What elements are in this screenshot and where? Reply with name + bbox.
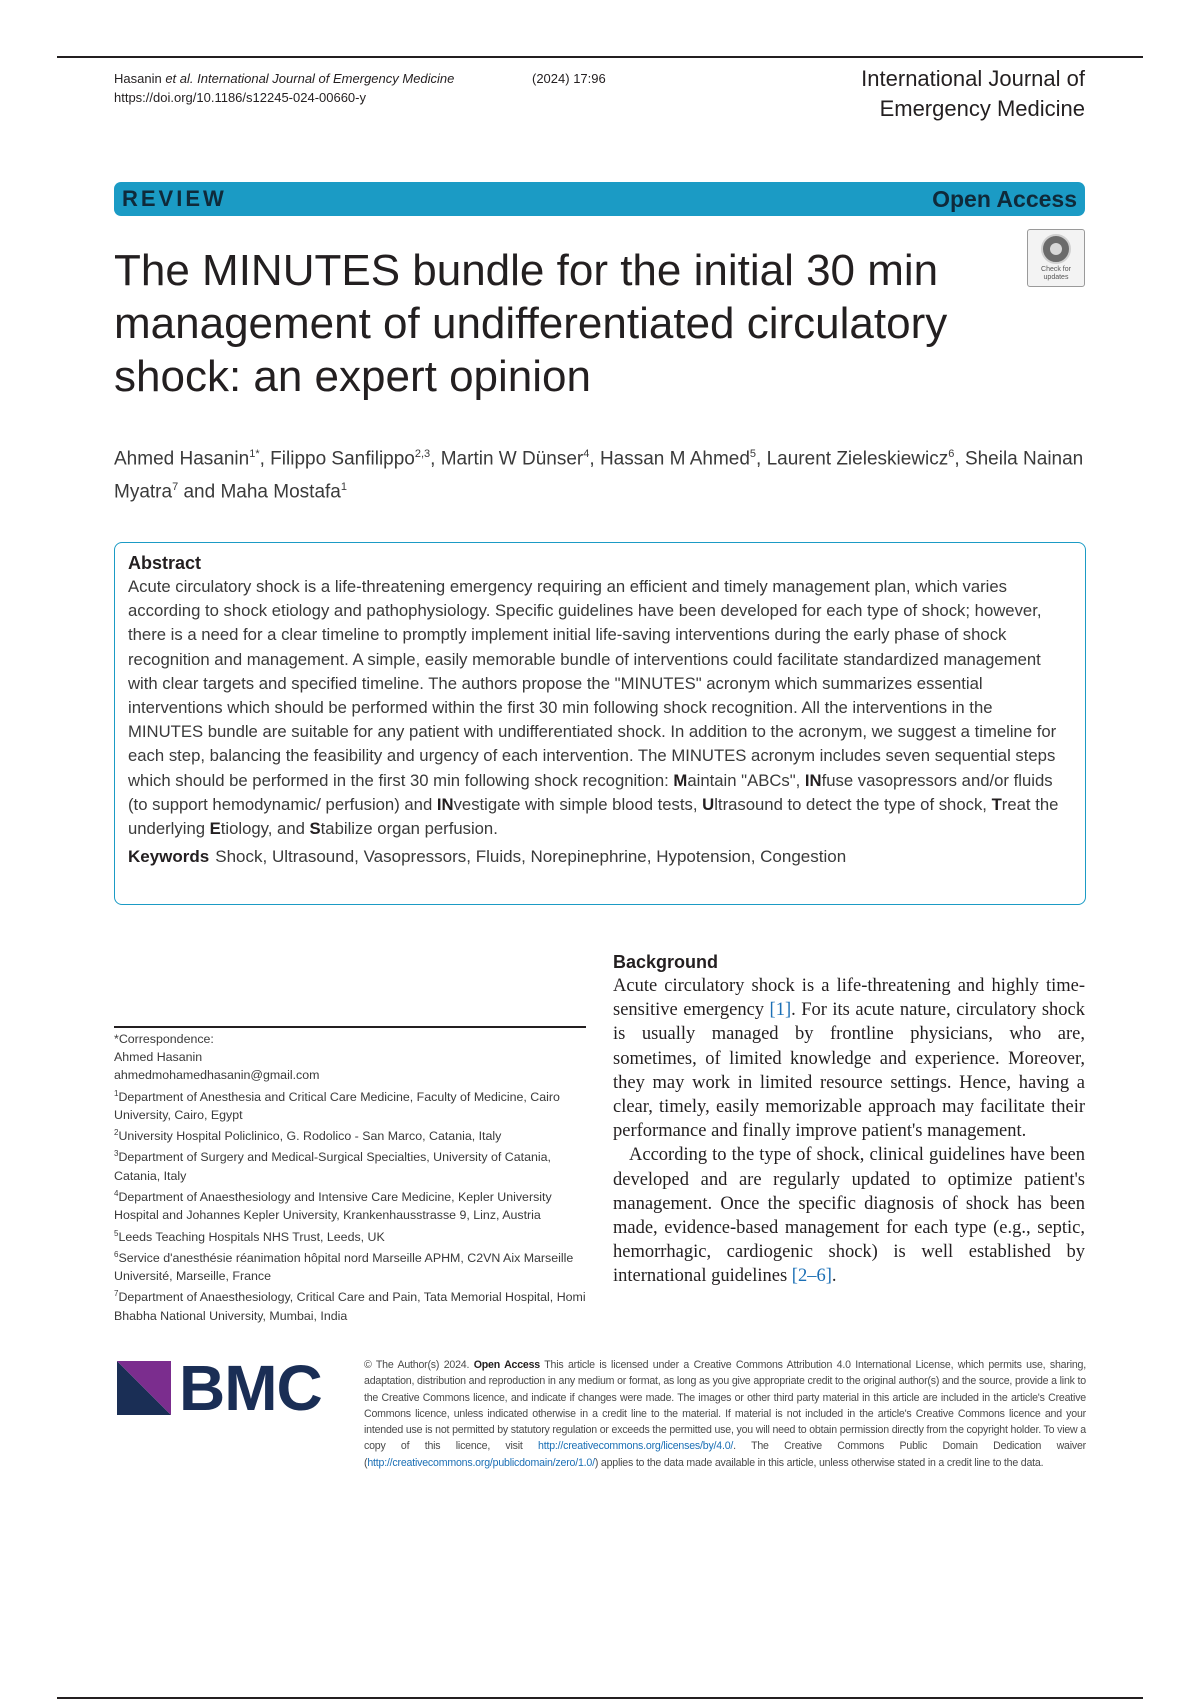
check-for-updates-button[interactable]	[1027, 229, 1085, 287]
p1-text-b: . For its acute nature, circulatory shock is usually managed by frontline physicians, who are, sometimes, of limited knowledge and experience. Moreover, they may work in limited resource settings. Hence, having a clear, timely, easily memorizable approach may facilitate their performance and finally improve patient's management.	[613, 1000, 1085, 1142]
public-domain-link[interactable]: http://creativecommons.org/publicdomain/zero/1.0/	[367, 1456, 595, 1469]
top-rule	[57, 56, 1143, 58]
journal-name	[861, 64, 1085, 124]
affiliation-item	[114, 1185, 589, 1225]
author-affiliation-marker: 4	[583, 448, 590, 460]
article-title: The MINUTES bundle for the initial 30 min management of undifferentiated circulatory shock: an expert opinion	[114, 246, 948, 401]
affiliation-number: 7	[114, 1289, 119, 1299]
license-text-c: ) applies to the data made available in this article, unless otherwise stated in a credit line to the data.	[594, 1456, 1044, 1469]
acronym-step-text: tiology, and	[220, 819, 310, 839]
keywords	[128, 844, 1072, 870]
author-affiliation-marker: 1	[340, 481, 347, 494]
correspondence-rule	[114, 1026, 586, 1028]
journal-name-line2: Emergency Medicine	[879, 96, 1085, 121]
author-affiliation-marker: 5	[749, 448, 757, 460]
affiliation-item	[114, 1246, 589, 1286]
author-name: Filippo Sanfilippo	[270, 448, 415, 470]
affiliation-text: Leeds Teaching Hospitals NHS Trust, Leeds, UK	[118, 1229, 385, 1244]
citation-year-volume: (2024) 17:96	[532, 71, 606, 86]
background-section	[613, 950, 1085, 1289]
acronym-step-text: vestigate with simple blood tests,	[453, 794, 703, 814]
abstract-heading: Abstract	[128, 553, 202, 573]
background-paragraph-1	[613, 974, 1085, 1143]
acronym-letter: U	[702, 794, 715, 814]
p1-text-a: Acute circulatory shock is a life-threatening and highly time-sensitive emergency	[613, 976, 1085, 1021]
background-heading: Background	[613, 952, 719, 972]
author-name: Laurent Zieleskiewicz	[766, 448, 949, 470]
correspondence-name: Ahmed Hasanin	[114, 1050, 203, 1065]
bmc-logo	[117, 1352, 337, 1424]
affiliation-text: Department of Anesthesia and Critical Care Medicine, Faculty of Medicine, Cairo University, Cairo, Egypt	[114, 1089, 560, 1122]
acronym-letter: M	[673, 770, 688, 790]
license-statement	[364, 1357, 1086, 1471]
affiliation-text: Department of Anaesthesiology, Critical Care and Pain, Tata Memorial Hospital, Homi Bhabha National University, Mumbai, India	[114, 1290, 586, 1323]
citation-header	[114, 69, 606, 107]
author-list: Ahmed Hasanin$^{1*}$, Filippo Sanfilippo$^{2,3}$, Martin W Dünser$^4$, Hassan M Ahmed$^5$, Laurent Zieleskiewicz$^6$, Sheila Nainan Myatra$^7$ and Maha Mostafa$^1$	[114, 448, 1084, 503]
abstract-main-text: Acute circulatory shock is a life-threatening emergency requiring an efficient and timely management plan, which varies according to shock etiology and pathophysiology. Specific guidelines have been developed for each type of shock; however, there is a need for a clear timeline to promptly implement initial life-saving interventions during the early phase of shock recognition and management. A simple, easily memorable bundle of interventions could facilitate standardized management with clear targets and specified timeline. The authors propose the "MINUTES" acronym which summarizes essential interventions which should be performed within the first 30 min following shock recognition. All the interventions in the MINUTES bundle are suitable for any patient with undifferentiated shock. In addition to the acronym, we suggest a timeline for each step, balancing the feasibility and urgency of each intervention. The MINUTES acronym includes seven sequential steps which should be performed in the first 30 min following shock recognition:	[128, 577, 1057, 790]
journal-name-line1: International Journal of	[861, 66, 1085, 91]
citation-link[interactable]: [1]	[769, 1000, 792, 1021]
license-text-a: This article is licensed under a Creative Commons Attribution 4.0 International License, which permits use, sharing, adaptation, distribution and reproduction in any medium or format, as long as you give appropriate credit to the original author(s) and the source, provide a link to the Creative Commons licence, and indicate if changes were made. The images or other third party material in this article are included in the article's Creative Commons licence, unless indicated otherwise in a credit line to the material. If material is not included in the article's Creative Commons licence and your intended use is not permitted by statutory regulation or exceeds the permitted use, you will need to obtain permission directly from the copyright holder. To view a copy of this licence, visit	[364, 1359, 1086, 1453]
check-updates-icon	[1041, 234, 1071, 264]
affiliation-item	[114, 1124, 589, 1145]
abstract-box	[114, 542, 1086, 905]
acronym-letter: IN	[436, 794, 454, 814]
license-text-b: . The Creative Commons Public Domain Dedication waiver (	[364, 1440, 1086, 1469]
acronym-step-text: tabilize organ perfusion.	[320, 819, 498, 839]
citation-journal: International Journal of Emergency Medicine	[197, 71, 455, 86]
doi-link[interactable]: https://doi.org/10.1186/s12245-024-00660-y	[114, 90, 366, 105]
keywords-list: Shock, Ultrasound, Vasopressors, Fluids, Norepinephrine, Hypotension, Congestion	[215, 847, 847, 867]
affiliation-number: 5	[114, 1228, 119, 1238]
affiliation-list	[114, 1085, 589, 1325]
author-name: Sheila Nainan Myatra	[114, 448, 1084, 503]
author-affiliation-marker: 2,3	[414, 448, 431, 460]
check-updates-label: Check for updates	[1041, 266, 1071, 281]
license-prefix: © The Author(s) 2024.	[364, 1359, 474, 1371]
affiliation-text: University Hospital Policlinico, G. Rodolico - San Marco, Catania, Italy	[118, 1129, 502, 1144]
author-affiliation-marker: 6	[948, 448, 955, 460]
license-link[interactable]: http://creativecommons.org/licenses/by/4.0/	[538, 1440, 734, 1453]
citation-authors: Hasanin	[114, 71, 162, 86]
author-affiliation-marker: 1*	[249, 448, 260, 460]
affiliation-number: 3	[114, 1149, 119, 1159]
article-type-label: REVIEW	[122, 186, 227, 211]
correspondence-block	[114, 1030, 589, 1325]
affiliation-text: Department of Anaesthesiology and Intensive Care Medicine, Kepler University Hospital and Johannes Kepler University, Krankenhausstrasse 9, Linz, Austria	[114, 1190, 552, 1223]
p2-text-a: According to the type of shock, clinical guidelines have been developed and are regularly updated to optimize patient's management. Once the specific diagnosis of shock has been made, evidence-based management for each type (e.g., septic, hemorrhagic, cardiogenic shock) is well established by international guidelines	[613, 1145, 1085, 1287]
affiliation-item	[114, 1285, 589, 1325]
affiliation-item	[114, 1145, 589, 1185]
affiliation-text: Service d'anesthésie réanimation hôpital nord Marseille APHM, C2VN Aix Marseille Université, Marseille, France	[114, 1250, 574, 1284]
affiliation-text: Department of Surgery and Medical-Surgical Specialties, University of Catania, Catania, Italy	[114, 1150, 551, 1183]
license-open-access: Open Access	[473, 1359, 540, 1371]
author-affiliation-marker: 7	[172, 481, 179, 494]
p2-text-b: .	[831, 1266, 837, 1287]
citation-link[interactable]: [2–6]	[791, 1266, 832, 1287]
affiliation-item	[114, 1225, 589, 1246]
affiliation-number: 1	[114, 1088, 119, 1098]
acronym-letter: E	[209, 819, 221, 839]
background-paragraph-2	[613, 1143, 1085, 1288]
affiliation-item	[114, 1085, 589, 1125]
correspondence-label: *Correspondence:	[114, 1032, 214, 1046]
acronym-letter: S	[309, 819, 321, 839]
author-name: Hassan M Ahmed	[599, 448, 750, 470]
bmc-logo-mark-icon	[117, 1361, 171, 1415]
acronym-step-text: aintain "ABCs",	[687, 770, 805, 790]
correspondence-email[interactable]: ahmedmohamedhasanin@gmail.com	[114, 1068, 320, 1083]
abstract-text	[128, 575, 1072, 841]
keywords-label: Keywords	[128, 847, 210, 867]
citation-etal: et al.	[165, 71, 194, 86]
acronym-letter: T	[991, 794, 1002, 814]
author-name: Martin W Dünser	[440, 448, 584, 470]
bottom-rule	[57, 1697, 1143, 1699]
acronym-step-text: ltrasound to detect the type of shock,	[714, 794, 992, 814]
bmc-logo-text: BMC	[179, 1352, 322, 1424]
acronym-step-text: fuse vasopressors and/or fluids (to support hemodynamic/ perfusion) and	[128, 770, 1053, 814]
open-access-label: Open Access	[932, 185, 1077, 212]
acronym-letter: IN	[804, 770, 822, 790]
affiliation-number: 6	[114, 1249, 119, 1259]
acronym-step-text: reat the underlying	[128, 794, 1059, 839]
author-name: Ahmed Hasanin	[114, 448, 250, 470]
author-name: Maha Mostafa	[220, 481, 341, 503]
affiliation-number: 4	[114, 1189, 119, 1198]
article-type-banner	[114, 182, 1085, 216]
affiliation-number: 2	[114, 1128, 119, 1138]
